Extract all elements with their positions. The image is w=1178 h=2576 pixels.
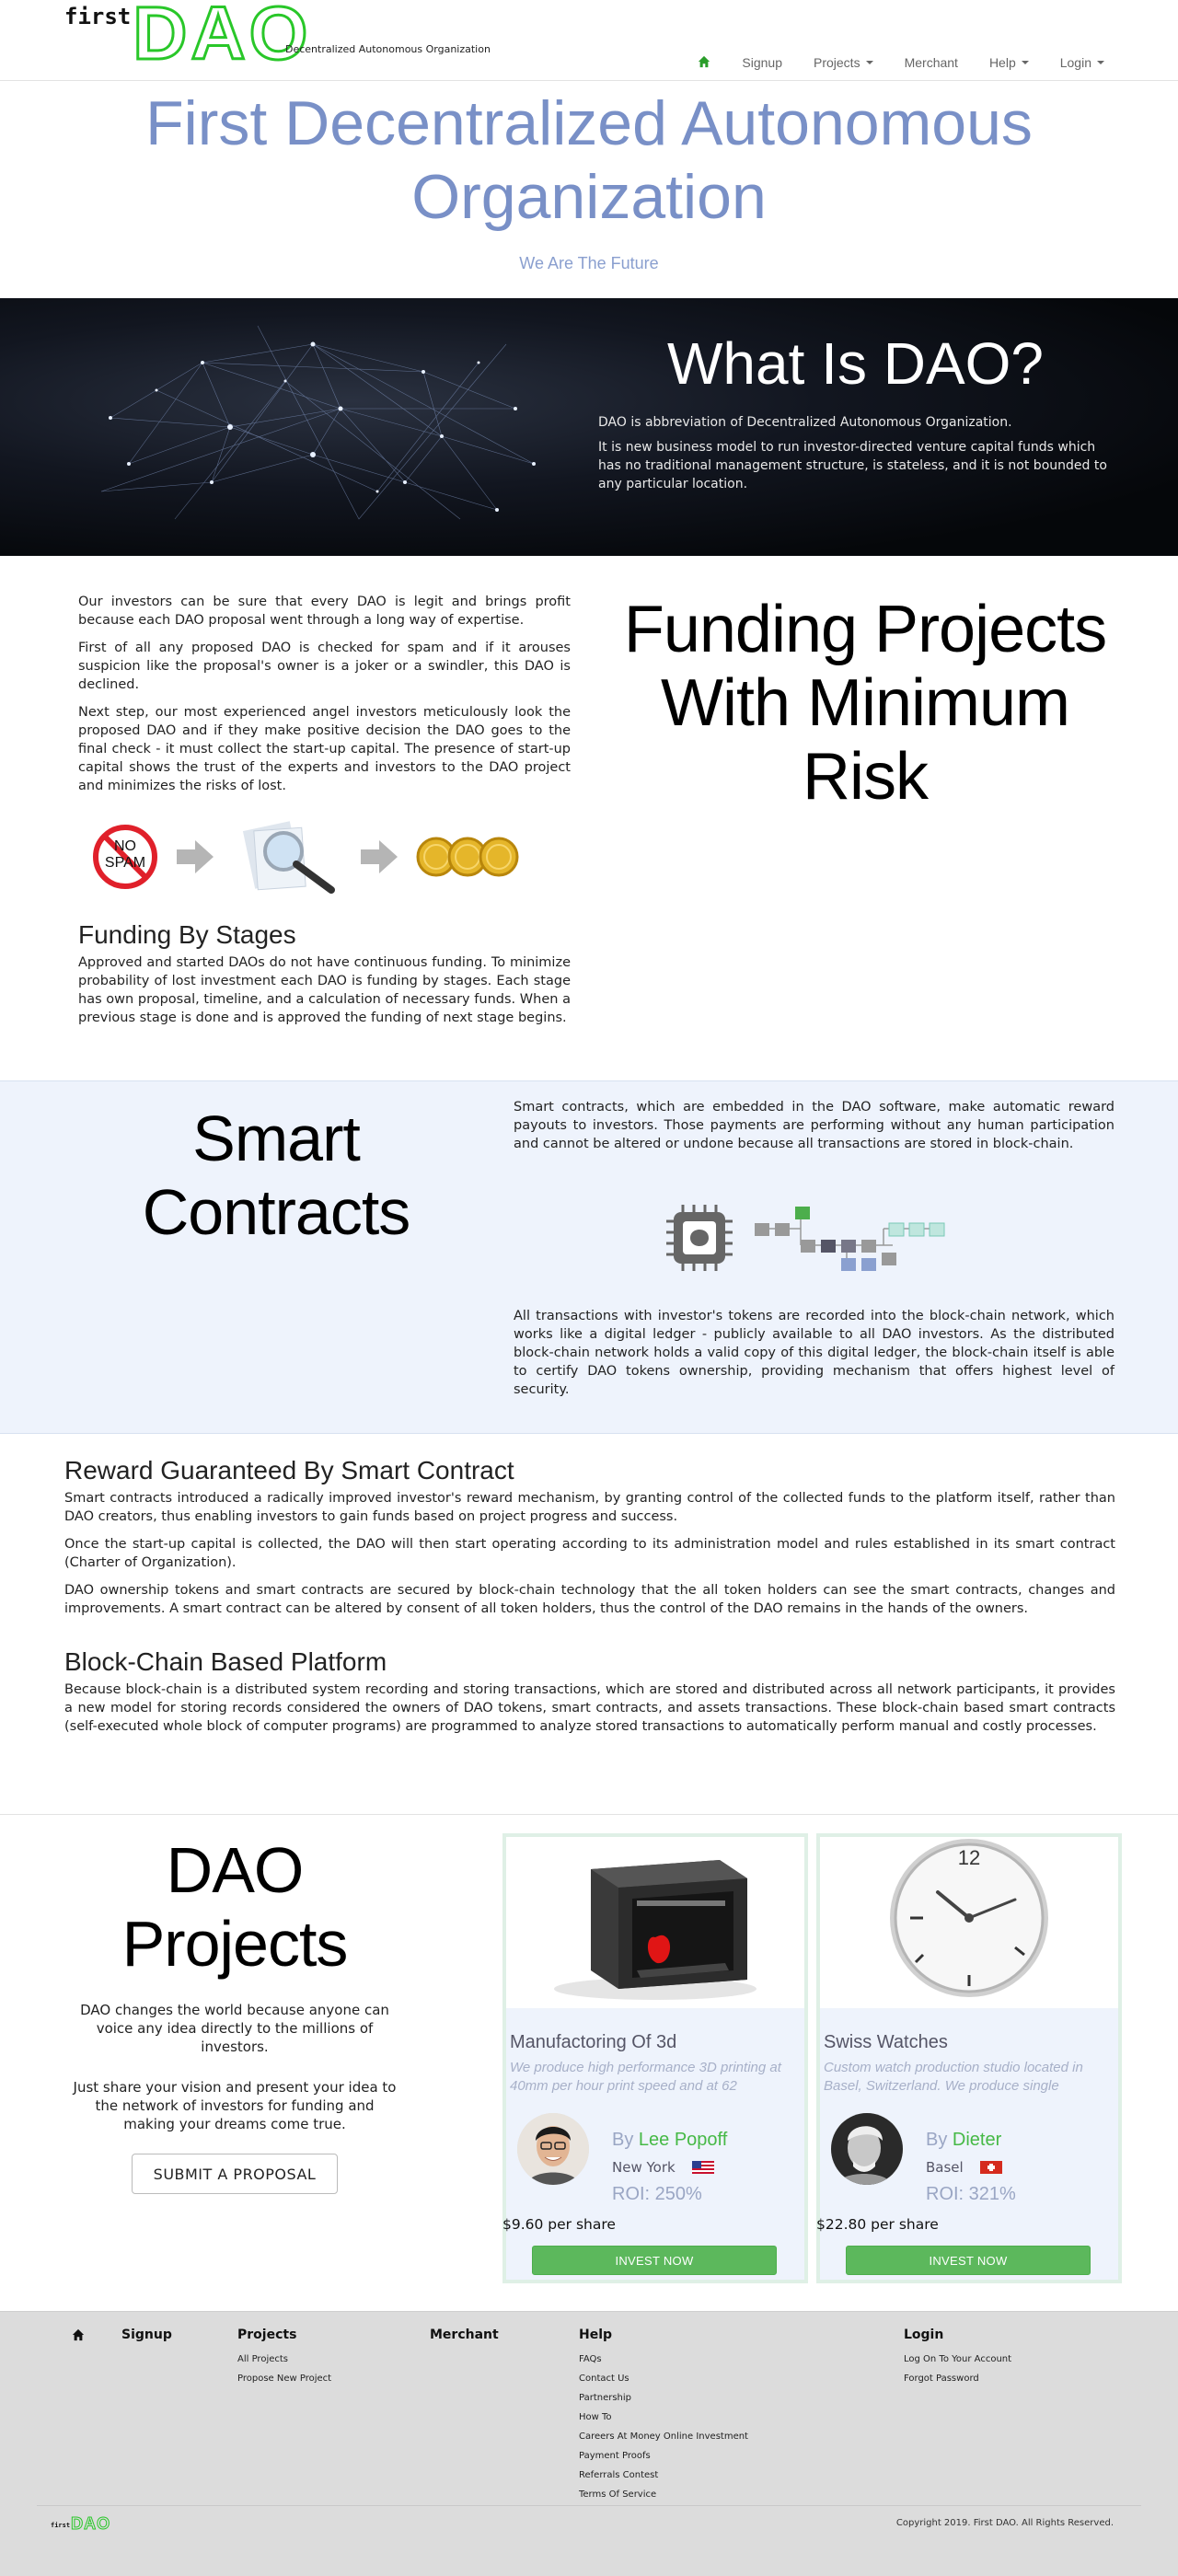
main-nav [698,55,1104,70]
reward-title: Reward Guaranteed By Smart Contract [64,1456,514,1484]
project-title[interactable]: Swiss Watches [824,2032,948,2052]
logo-subtitle: Decentralized Autonomous Organization [285,43,491,55]
project-title[interactable]: Manufactoring Of 3d [510,2032,677,2052]
swiss-flag-icon [980,2161,1002,2174]
site-logo[interactable] [64,0,312,75]
chevron-down-icon [1022,61,1029,64]
footer-link-partnership[interactable]: Partnership [579,2393,632,2403]
nav-home[interactable] [698,55,710,70]
invest-now-button[interactable]: INVEST NOW [532,2246,777,2275]
us-flag-icon [692,2161,714,2174]
invest-now-button[interactable]: INVEST NOW [846,2246,1091,2275]
footer-help-heading[interactable]: Help [579,2328,613,2342]
avatar [517,2113,589,2185]
footer-link-careers[interactable]: Careers At Money Online Investment [579,2432,748,2442]
author-name[interactable]: Dieter [952,2130,1002,2150]
platform-title: Block-Chain Based Platform [64,1647,387,1676]
funding-p1: Our investors can be sure that every DAO is legit and brings profit because each DAO proposal went through a long way of expertise. [78,595,571,628]
home-icon [72,2328,85,2341]
smart-contracts-title: Smart Contracts [142,1103,410,1248]
project-roi: ROI: 250% [612,2184,702,2204]
footer-col-help [579,2328,748,2504]
footer-divider [37,2505,1141,2506]
submit-proposal-button[interactable]: SUBMIT A PROPOSAL [132,2154,338,2194]
funding-stages-text: Approved and started DAOs do not have continuous funding. To minimize probability of lost investment each DAO is funding by stages. Each stage has own proposal, timeline, and a calculation of necessary funds. When a previous stage is done and is approved the funding of next stage begins. [78,955,571,1025]
chevron-down-icon [866,61,873,64]
footer-link-payment-proofs[interactable]: Payment Proofs [579,2451,651,2461]
funding-p3: Next step, our most experienced angel investors meticulously look the proposed DAO and if they make positive decision the DAO goes to the final check - it must collect the start-up capital. The presence of start-up capital shows the trust of the experts and investors to the DAO project and minimizes the risks of lost. [78,705,571,793]
wall-clock-icon [859,1837,1080,2008]
reward-section [0,1434,1178,1815]
project-description: We produce high performance 3D printing at 40mm per hour print speed and at 62 [510,2060,781,2094]
magnifier-icon [232,818,342,895]
nav-login[interactable] [1060,55,1104,70]
project-image[interactable] [820,1837,1118,2008]
footer-home[interactable] [72,2328,85,2345]
project-location [612,2159,714,2176]
nav-help-label: Help [988,55,1016,70]
copyright-text: Copyright 2019. First DAO. All Rights Reserved. [895,2518,1114,2528]
nav-signup-label: Signup [742,55,782,70]
location-label: New York [612,2159,676,2176]
projects-title: DAO Projects [121,1834,348,1980]
nav-login-label: Login [1059,55,1091,70]
footer-link-forgot-password[interactable]: Forgot Password [904,2374,979,2384]
footer-link-faqs[interactable]: FAQs [579,2354,602,2364]
funding-section [0,556,1178,1080]
3d-printer-icon [545,1842,766,2004]
hero-section [0,81,1178,298]
footer-link-referrals[interactable]: Referrals Contest [579,2470,659,2480]
reward-p2: Once the start-up capital is collected, the DAO will then start operating according to its administration model and rules established in its smart contract (Charter of Organization). [64,1537,1115,1570]
project-card[interactable] [502,1833,808,2283]
no-spam-label: NO SPAM [104,838,146,871]
project-location [926,2159,1002,2176]
person-photo-icon [831,2113,903,2185]
logo-first-text: first [64,4,132,29]
network-graphic [74,307,552,547]
footer-projects-heading[interactable]: Projects [237,2328,297,2342]
footer-link-propose-project[interactable]: Propose New Project [237,2374,332,2384]
nav-merchant[interactable] [905,55,958,70]
arrow-right-icon [175,837,215,877]
gold-coins-icon [416,829,526,884]
footer-link-terms[interactable]: Terms Of Service [579,2489,657,2500]
nav-projects-label: Projects [814,55,860,70]
projects-section [0,1815,1178,2311]
hero-title: First Decentralized Autonomous Organization [145,88,1033,232]
footer-link-all-projects[interactable]: All Projects [237,2354,288,2364]
project-roi: ROI: 321% [926,2184,1016,2204]
nav-merchant-label: Merchant [904,55,958,70]
footer-signup-link[interactable]: Signup [121,2328,172,2342]
footer-link-how-to[interactable]: How To [579,2412,612,2422]
chevron-down-icon [1097,61,1104,64]
footer-logo-first: first [51,2522,71,2529]
home-icon [698,55,710,68]
platform-text: Because block-chain is a distributed system recording and storing transactions, which are stored and distributed across all network participants, it provides a new model for storing records considered the owners of DAO tokens, smart contracts, and assets transactions. These block-chain based smart contracts (self-executed whole block of computer programs) are programmed to analyze stored transactions to automatically perform manual and costly processes. [64,1682,1115,1734]
footer-merchant-link[interactable]: Merchant [430,2328,499,2342]
smart-contracts-p2: All transactions with investor's tokens are recorded into the block-chain network, which works like a digital ledger - publicly available to all DAO investors. As the distributed block-chain network holds a valid copy of this digital ledger, the block-chain itself is able to certify DAO tokens ownership, providing mechanism that offers highest level of security. [514,1309,1114,1397]
projects-p2: Just share your vision and present your idea to the network of investors for funding and making your dreams come true. [73,2079,397,2132]
project-description: Custom watch production studio located in Basel, Switzerland. We produce single [824,2060,1083,2094]
avatar [831,2113,903,2185]
author-name[interactable]: Lee Popoff [638,2130,728,2150]
nav-projects[interactable] [814,55,873,70]
footer-link-contact[interactable]: Contact Us [579,2374,629,2384]
nav-signup[interactable] [742,55,782,70]
what-is-dao-title: What Is DAO? [667,330,1044,397]
site-header [0,0,1178,81]
funding-process-graphic [92,818,526,895]
projects-p1: DAO changes the world because anyone can voice any idea directly to the millions of investors. [80,2002,389,2055]
project-image[interactable] [506,1837,804,2008]
smart-contracts-section [0,1080,1178,1434]
reward-p1: Smart contracts introduced a radically improved investor's reward mechanism, by granting control of the collected funds to the platform itself, rather than DAO creators, thus enabling investors to gain funds based on project progress and success. [64,1491,1115,1524]
funding-text [78,593,571,804]
what-is-dao-p2: It is new business model to run investor-directed venture capital funds which has no traditional management structure, is stateless, and it is not bounded to any particular location. [598,440,1107,491]
site-footer [0,2311,1178,2576]
share-price: $9.60 per share [502,2216,616,2233]
reward-p3: DAO ownership tokens and smart contracts are secured by block-chain technology that the all token holders can see the smart contracts, changes and improvements. A smart contract can be altered by consent of all token holders, thus the control of the DAO remains in the hands of the owners. [64,1583,1115,1616]
logo-dao-text: DAO [133,0,312,75]
footer-col-merchant [430,2328,499,2350]
footer-col-projects [237,2328,331,2388]
author-prefix: By [612,2130,639,2150]
what-is-dao-banner [0,298,1178,556]
project-card[interactable] [816,1833,1122,2283]
funding-stages-title: Funding By Stages [78,920,296,949]
author-prefix: By [926,2130,953,2150]
funding-big-title: Funding Projects With Minimum Risk [623,593,1107,814]
project-author [612,2130,727,2151]
person-photo-icon [517,2113,589,2185]
blockchain-diagram-icon [663,1201,957,1284]
arrow-right-icon [359,837,399,877]
share-price: $22.80 per share [816,2216,939,2233]
footer-logo-dao: DAO [71,2514,111,2533]
hero-tagline: We Are The Future [519,254,659,272]
funding-p2: First of all any proposed DAO is checked for spam and if it arouses suspicion like the proposal's owner is a joker or a swindler, this DAO is declined. [78,641,571,692]
no-spam-icon [92,824,158,890]
what-is-dao-p1: DAO is abbreviation of Decentralized Autonomous Organization. [598,415,1012,430]
nav-help[interactable] [989,55,1029,70]
project-author [926,2130,1001,2151]
location-label: Basel [926,2159,964,2176]
footer-login-heading[interactable]: Login [904,2328,944,2342]
footer-col-signup [121,2328,172,2350]
clock-numeral: 12 [957,1846,981,1869]
smart-contracts-p1: Smart contracts, which are embedded in the DAO software, make automatic reward payouts to investors. Those payments are performing without any human participation and cannot be altered or undone because all transactions are stored in block-chain. [514,1100,1114,1151]
footer-link-logon[interactable]: Log On To Your Account [904,2354,1012,2364]
footer-col-login [904,2328,1011,2388]
footer-logo[interactable] [51,2514,110,2534]
